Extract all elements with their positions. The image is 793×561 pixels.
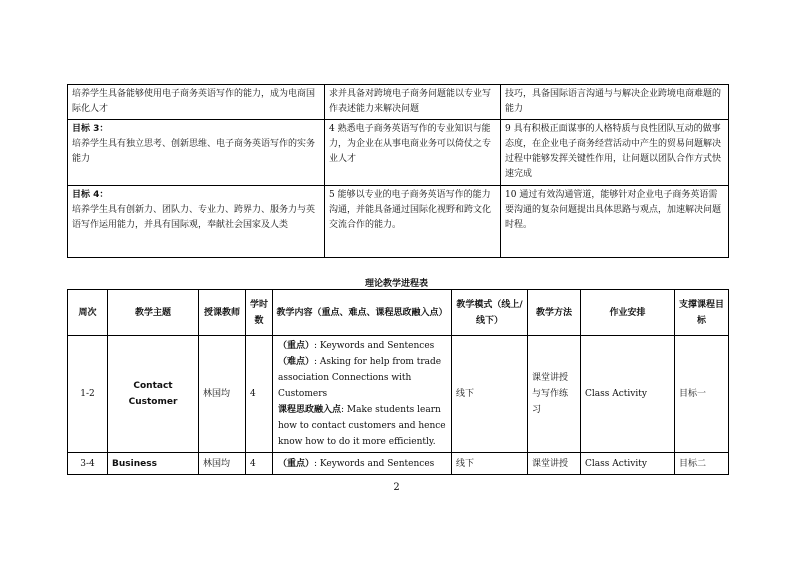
objective-quality: 9 具有积极正面谋事的人格特质与良性团队互动的做事态度，在企业电子商务经营活动中产生的贸易问题解决过程中能够发挥关键性作用，让问题以团队合作方式快速完成 [501,120,729,186]
objectives-table [67,84,729,258]
week-cell: 1-2 [68,336,108,453]
header-homework: 作业安排 [581,290,675,336]
objective-row [68,85,729,120]
objective-description: 培养学生具备能够使用电子商务英语写作的能力，成为电商国际化人才 [68,85,325,120]
page-number: 2 [393,482,400,493]
hours-cell: 4 [246,453,273,475]
goal-cell: 目标二 [675,453,729,475]
header-hours: 学时数 [246,290,273,336]
method-cell: 课堂讲授 [528,453,581,475]
topic-cell: Business [108,453,199,475]
method-cell: 课堂讲授与写作练习 [528,336,581,453]
key-point: （重点）: Keywords and Sentences [278,341,435,351]
header-row [68,290,729,336]
mode-cell: 线下 [452,336,528,453]
objective-description: 目标 3： 培养学生具有独立思考、创新思维、电子商务英语写作的实务能力 [68,120,325,186]
hours-cell: 4 [246,336,273,453]
objective-row [68,186,729,258]
goal-cell: 目标一 [675,336,729,453]
header-week: 周次 [68,290,108,336]
difficult-point: （难点）: Asking for help from trade association Connections with Customers [278,357,442,399]
schedule-table [67,289,729,475]
objective-ability: 4 熟悉电子商务英语写作的专业知识与能力，为企业在从事电商业务可以倚仗之专业人才 [325,120,501,186]
schedule-title: 理论教学进程表 [364,279,428,289]
topic-cell: Contact Customer [108,336,199,453]
objective-label: 目标 4： [72,190,109,200]
header-mode: 教学模式（线上/线下） [452,290,528,336]
mode-cell: 线下 [452,453,528,475]
content-cell [273,336,452,453]
homework-cell: Class Activity [581,453,675,475]
objective-ability: 求并具备对跨境电子商务问题能以专业写作表述能力来解决问题 [325,85,501,120]
homework-cell: Class Activity [581,336,675,453]
objective-quality: 技巧，具备国际语言沟通与与解决企业跨境电商难题的能力 [501,85,729,120]
header-topic: 教学主题 [108,290,199,336]
header-goal: 支撑课程目标 [675,290,729,336]
ideology-point: 课程思政融入点: Make students learn how to contact customers and hence know how to do it more efficiently. [278,405,446,447]
objective-description: 目标 4： 培养学生具有创新力、团队力、专业力、跨界力、服务力与英语写作运用能力，并具有国际观，奉献社会国家及人类 [68,186,325,258]
week-cell: 3-4 [68,453,108,475]
objective-ability: 5 能够以专业的电子商务英语写作的能力沟通，并能具备通过国际化视野和跨文化交流合作的能力。 [325,186,501,258]
table-row [68,453,729,475]
objective-quality: 10 通过有效沟通管道，能够针对企业电子商务英语需要沟通的复杂问题提出具体思路与观点，加速解决问题时程。 [501,186,729,258]
key-point: （重点）: Keywords and Sentences [278,458,435,469]
content-cell [273,453,452,475]
table-row [68,336,729,453]
objective-label: 目标 3： [72,124,109,134]
header-content: 教学内容（重点、难点、课程思政融入点） [273,290,452,336]
objective-row [68,120,729,186]
teacher-cell: 林国均 [199,336,246,453]
header-teacher: 授课教师 [199,290,246,336]
teacher-cell: 林国均 [199,453,246,475]
header-method: 教学方法 [528,290,581,336]
